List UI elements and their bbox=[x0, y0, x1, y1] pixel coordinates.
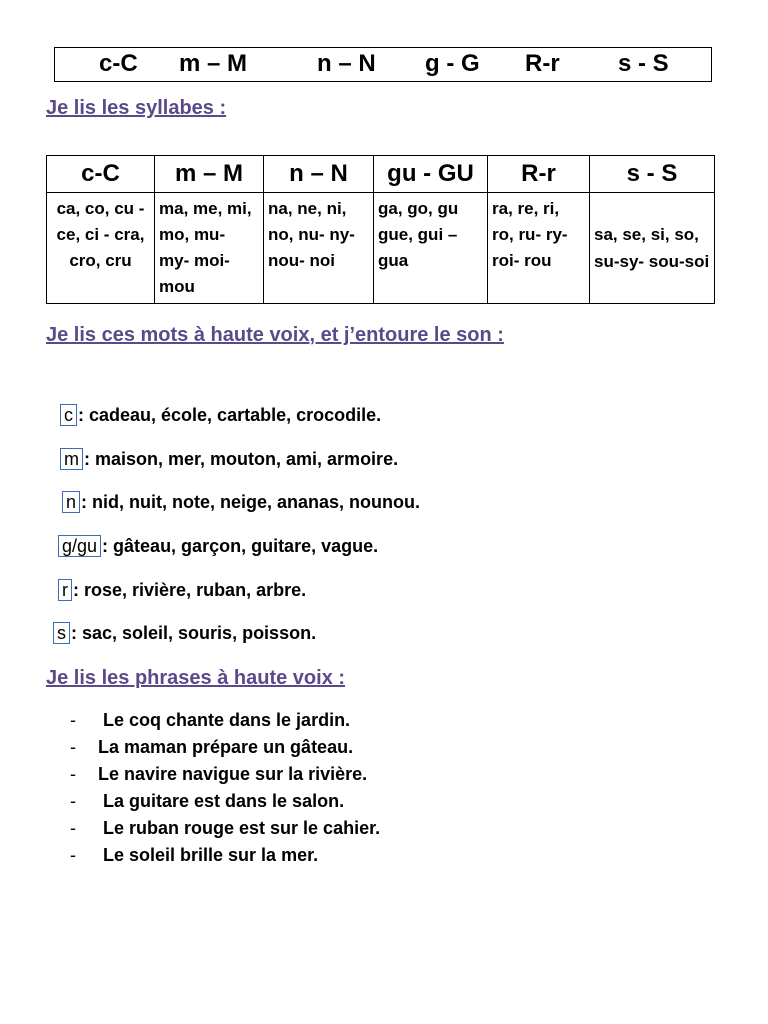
dash-bullet: - bbox=[70, 845, 76, 865]
list-item bbox=[70, 842, 380, 869]
syllable-cell: ga, go, gu gue, gui – gua bbox=[374, 193, 488, 304]
word-list: : maison, mer, mouton, ami, armoire. bbox=[84, 449, 399, 469]
dash-bullet: - bbox=[70, 818, 76, 838]
table-header-cell: R-r bbox=[488, 156, 590, 193]
sound-box[interactable]: n bbox=[62, 491, 80, 513]
syllable-cell: ca, co, cu - ce, ci - cra, cro, cru bbox=[47, 193, 155, 304]
section-title-sentences: Je lis les phrases à haute voix : bbox=[46, 667, 346, 689]
list-item bbox=[70, 761, 380, 788]
table-header-row bbox=[47, 156, 715, 193]
list-item bbox=[70, 734, 380, 761]
list-item bbox=[70, 707, 380, 734]
word-list: : gâteau, garçon, guitare, vague. bbox=[102, 536, 379, 556]
syllable-cell: sa, se, si, so, su-sy- sou-soi bbox=[590, 193, 715, 304]
syllable-cell: ma, me, mi, mo, mu- my- moi-mou bbox=[155, 193, 264, 304]
sound-pair: c-C bbox=[99, 50, 138, 77]
word-list: : sac, soleil, souris, poisson. bbox=[71, 623, 317, 643]
sound-box[interactable]: m bbox=[60, 448, 83, 470]
sentence: La guitare est dans le salon. bbox=[103, 791, 345, 811]
sentence: Le coq chante dans le jardin. bbox=[103, 710, 351, 730]
dash-bullet: - bbox=[70, 737, 76, 757]
table-header-cell: m – M bbox=[155, 156, 264, 193]
sentence: Le navire navigue sur la rivière. bbox=[98, 764, 368, 784]
word-line bbox=[53, 622, 316, 644]
word-line bbox=[60, 448, 398, 470]
sound-box[interactable]: g/gu bbox=[58, 535, 101, 557]
syllable-cell: na, ne, ni, no, nu- ny-nou- noi bbox=[264, 193, 374, 304]
word-line bbox=[60, 404, 381, 426]
sound-pair: m – M bbox=[179, 50, 248, 77]
section-title-words: Je lis ces mots à haute voix, et j’entoure le son : bbox=[46, 324, 504, 346]
word-list: : cadeau, école, cartable, crocodile. bbox=[78, 405, 382, 425]
sound-pair: R-r bbox=[525, 50, 560, 77]
table-header-cell: n – N bbox=[264, 156, 374, 193]
sentence: Le ruban rouge est sur le cahier. bbox=[103, 818, 381, 838]
list-item bbox=[70, 815, 380, 842]
sentence: La maman prépare un gâteau. bbox=[98, 737, 354, 757]
sound-box[interactable]: s bbox=[53, 622, 70, 644]
sentence-list bbox=[70, 707, 380, 869]
dash-bullet: - bbox=[70, 710, 76, 730]
dash-bullet: - bbox=[70, 764, 76, 784]
table-header-cell: c-C bbox=[47, 156, 155, 193]
sound-pairs-box bbox=[54, 47, 712, 82]
syllable-cell: ra, re, ri, ro, ru- ry- roi- rou bbox=[488, 193, 590, 304]
dash-bullet: - bbox=[70, 791, 76, 811]
table-header-cell: s - S bbox=[590, 156, 715, 193]
sound-box[interactable]: c bbox=[60, 404, 77, 426]
table-row bbox=[47, 193, 715, 304]
sentence: Le soleil brille sur la mer. bbox=[103, 845, 319, 865]
word-line bbox=[58, 535, 378, 557]
sound-pair: g - G bbox=[425, 50, 480, 77]
word-list: : rose, rivière, ruban, arbre. bbox=[73, 580, 307, 600]
list-item bbox=[70, 788, 380, 815]
word-line bbox=[62, 491, 420, 513]
sound-box[interactable]: r bbox=[58, 579, 72, 601]
section-title-syllables: Je lis les syllabes : bbox=[46, 97, 227, 119]
word-list: : nid, nuit, note, neige, ananas, nounou. bbox=[81, 492, 421, 512]
word-line bbox=[58, 579, 306, 601]
syllable-table bbox=[46, 155, 715, 304]
sound-pair: n – N bbox=[317, 50, 376, 77]
table-header-cell: gu - GU bbox=[374, 156, 488, 193]
sound-pair: s - S bbox=[618, 50, 669, 77]
